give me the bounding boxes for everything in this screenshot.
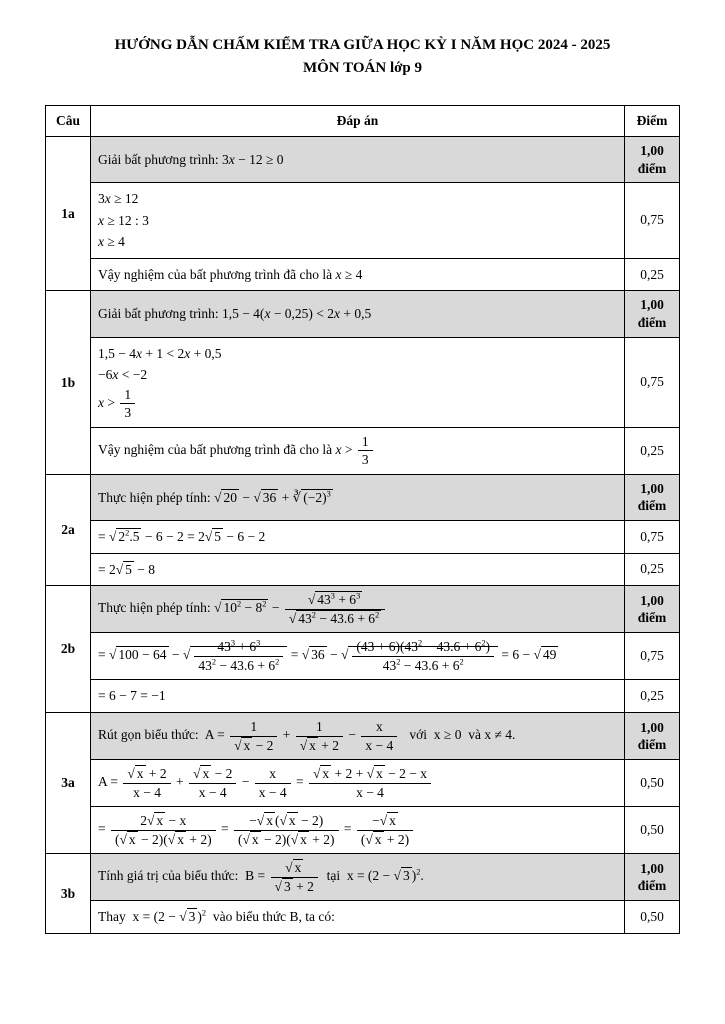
table-row (46, 521, 680, 554)
score-cell: 0,75 (625, 183, 680, 259)
answer-cell: = √ $2^2.5 - 6 - 2 = 2$ √ 5 − 6 − 2 (91, 521, 625, 554)
answer-key-table (45, 105, 680, 934)
column-header-diem: Điểm (625, 106, 680, 137)
table-row (46, 680, 680, 713)
table-header-row (46, 106, 680, 137)
table-row (46, 854, 680, 901)
question-id-1a: 1a (46, 137, 91, 291)
question-id-3a: 3a (46, 713, 91, 854)
score-cell: 0,25 (625, 258, 680, 291)
score-cell: 0,50 (625, 760, 680, 807)
answer-cell: A = √ $\frac{x + 2}{x - 4}$ + √ $\frac{x - 2}{x - 4}$ − $\frac{x}{x - 4}$ = √ $\frac{x + 2 + √ x - 2 - x}{x - 4}$ (91, 760, 625, 807)
score-cell: 1,00 điểm (625, 713, 680, 760)
score-cell: 0,50 (625, 807, 680, 854)
table-row (46, 713, 680, 760)
document-subtitle: MÔN TOÁN lớp 9 (302, 59, 423, 76)
question-id-2a: 2a (46, 474, 91, 585)
column-header-cau: Câu (46, 106, 91, 137)
answer-cell: Giải bất phương trình: 3x − 12 ≥ 0 (91, 137, 625, 183)
answer-cell: Thực hiện phép tính: √ 20 − √ 36 + ∛ $(-2)^3$ (91, 474, 625, 520)
answer-cell: Vậy nghiệm của bất phương trình đã cho là x ≥ 4 (91, 258, 625, 291)
score-cell: 0,25 (625, 427, 680, 474)
answer-cell: Rút gọn biểu thức: A = 1 √ x − 2 + 1 √ x + 2 − $\frac{x}{x - 4}$ với x ≥ 0 và x ≠ 4. (91, 713, 625, 760)
score-cell: 1,00 điểm (625, 474, 680, 520)
answer-cell: Thay x = (2 − √ 3 )$^2$ vào biểu thức B, ta có: (91, 901, 625, 934)
score-cell: 0,75 (625, 521, 680, 554)
document-title: HƯỚNG DẪN CHẤM KIỂM TRA GIỮA HỌC KỲ I NĂM HỌC 2024 - 2025 (114, 37, 611, 53)
title-block (45, 34, 680, 79)
table-row (46, 633, 680, 680)
answer-cell: 1,5 − 4x + 1 < 2x + 0,5 −6x < −2 x > $\frac{1}{3}$ (91, 337, 625, 427)
score-cell: 1,00 điểm (625, 586, 680, 633)
table-row (46, 807, 680, 854)
table-row (46, 137, 680, 183)
answer-cell: = 2 √ 5 − 8 (91, 553, 625, 586)
answer-cell: Vậy nghiệm của bất phương trình đã cho là x > $\frac{1}{3}$ (91, 427, 625, 474)
table-row (46, 760, 680, 807)
question-id-3b: 3b (46, 854, 91, 934)
table-row (46, 337, 680, 427)
answer-cell: Tính giá trị của biểu thức: B = √ x √ 3 + 2 tại x = (2 − √ 3 )$^2$. (91, 854, 625, 901)
answer-cell: Thực hiện phép tính: √ $10^2 - 8^2$ − √ $43^3 + 6^3$ √ $43^2 - 43.6 + 6^2$ (91, 586, 625, 633)
table-row (46, 291, 680, 337)
answer-cell: 3x ≥ 12 x ≥ 12 : 3 x ≥ 4 (91, 183, 625, 259)
answer-cell: = $\frac{2 √ x - x}{( √ x - 2)( √ x + 2)}$ = $\frac{- √ x ( √ x - 2)}{( √ x - 2)( √ x + 2)}$ = $\frac{- √ x}{( √ x + 2)}$ (91, 807, 625, 854)
table-row (46, 258, 680, 291)
score-cell: 0,25 (625, 680, 680, 713)
score-cell: 0,75 (625, 633, 680, 680)
question-id-2b: 2b (46, 586, 91, 713)
answer-cell: = √ 100 − 64 − √ $\frac{43^3 + 6^3}{43^2 - 43.6 + 6^2}$ = √ 36 − √ $\frac{(43 + 6)(43^2 - 43.6 + 6^2)}{43^2 - 43.6 + 6^2}$ = 6 − √ 49 (91, 633, 625, 680)
table-row (46, 901, 680, 934)
score-cell: 0,75 (625, 337, 680, 427)
table-row (46, 427, 680, 474)
table-row (46, 586, 680, 633)
score-cell: 1,00 điểm (625, 137, 680, 183)
question-id-1b: 1b (46, 291, 91, 474)
table-row (46, 474, 680, 520)
score-cell: 1,00 điểm (625, 854, 680, 901)
column-header-dapan: Đáp án (91, 106, 625, 137)
table-row (46, 553, 680, 586)
answer-cell: Giải bất phương trình: 1,5 − 4(x − 0,25) < 2x + 0,5 (91, 291, 625, 337)
score-cell: 0,50 (625, 901, 680, 934)
score-cell: 0,25 (625, 553, 680, 586)
table-row (46, 183, 680, 259)
score-cell: 1,00 điểm (625, 291, 680, 337)
answer-cell: = 6 − 7 = −1 (91, 680, 625, 713)
